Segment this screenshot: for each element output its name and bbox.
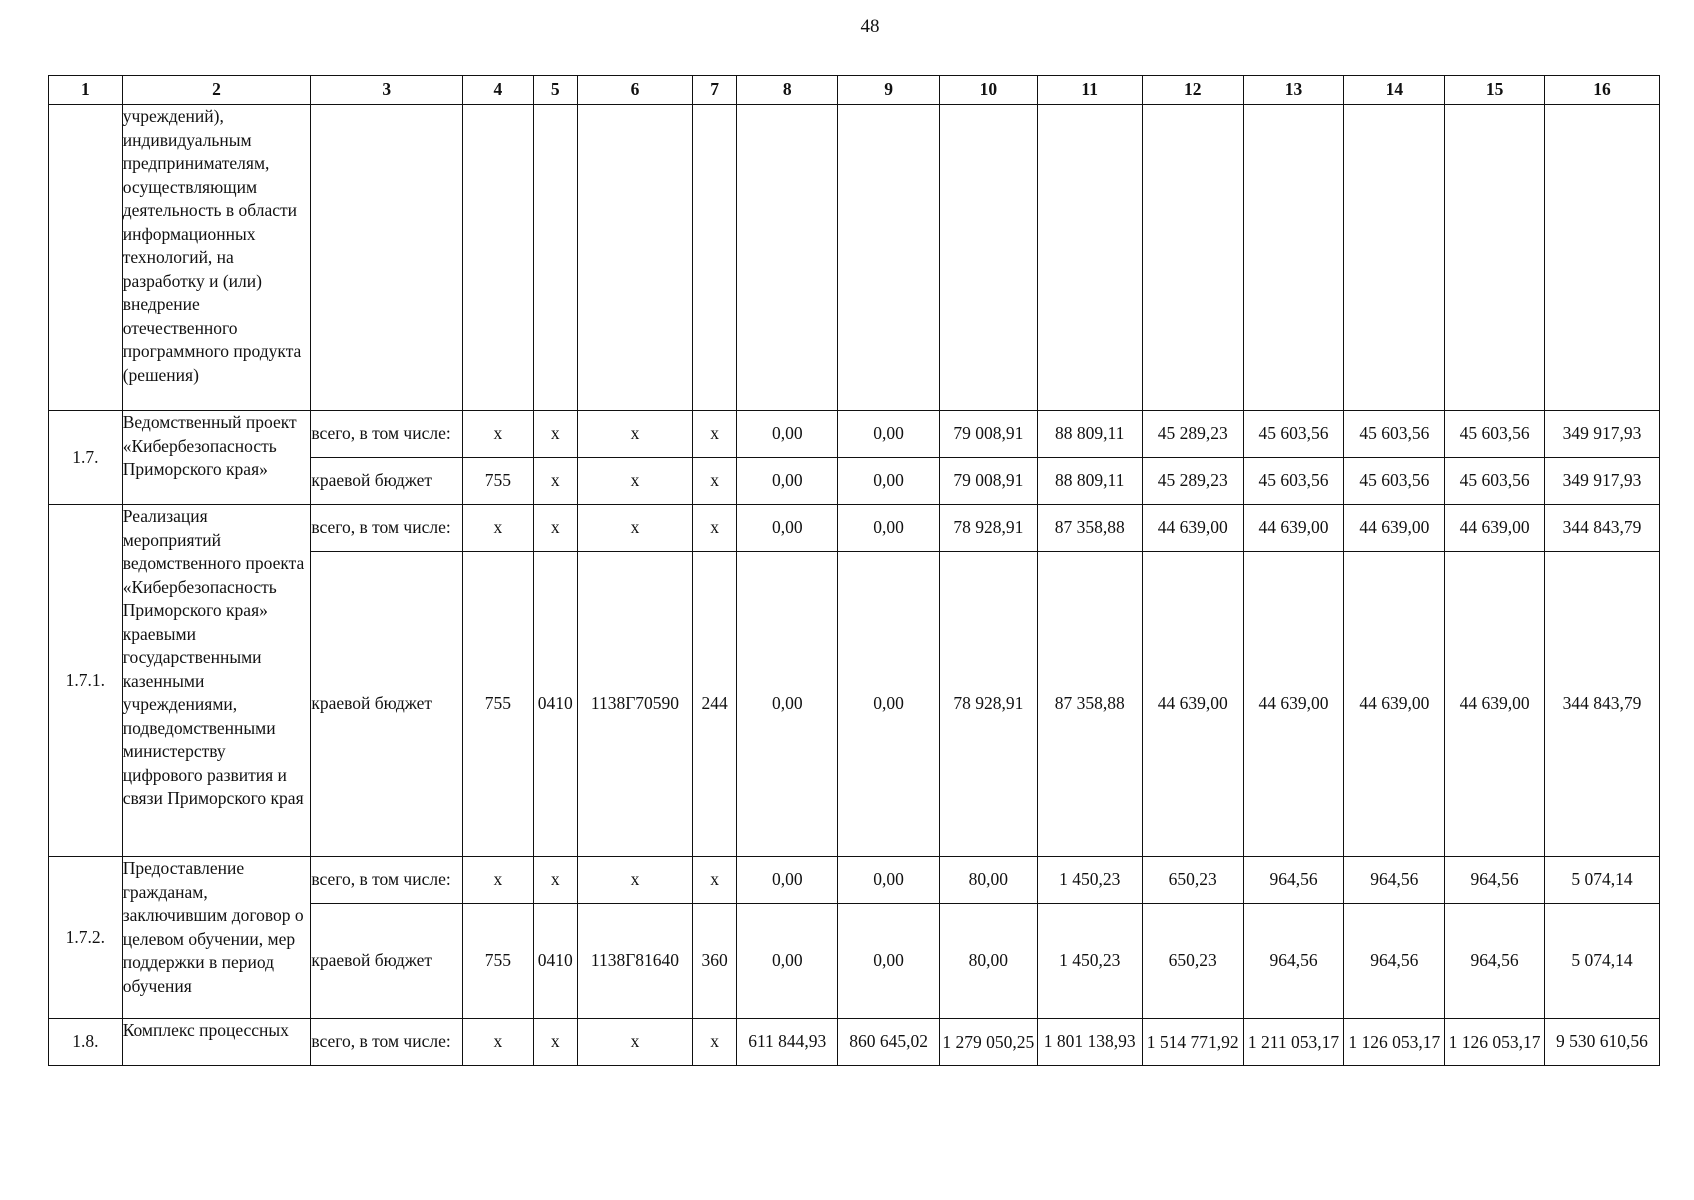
value-cell-c7: 244 xyxy=(692,552,736,857)
value-cell-c12: 650,23 xyxy=(1142,904,1243,1019)
header-cell: 7 xyxy=(692,76,736,105)
value-cell-c5: x xyxy=(533,1019,577,1066)
value-cell-c9: 860 645,02 xyxy=(838,1019,940,1066)
value-cell-c8: 0,00 xyxy=(737,411,838,458)
table-row xyxy=(49,411,1660,458)
funding-source-cell: всего, в том числе: xyxy=(311,1019,463,1066)
value-cell-c13: 964,56 xyxy=(1243,857,1344,904)
value-cell-c5: 0410 xyxy=(533,552,577,857)
value-cell-c8: 0,00 xyxy=(737,458,838,505)
header-cell: 9 xyxy=(838,76,940,105)
value-cell-c8: 0,00 xyxy=(737,505,838,552)
value-cell-c10: 80,00 xyxy=(940,904,1038,1019)
budget-table xyxy=(48,75,1660,1066)
value-cell-c4: 755 xyxy=(463,552,533,857)
value-cell-c14: 45 603,56 xyxy=(1344,458,1445,505)
value-cell-c13: 44 639,00 xyxy=(1243,505,1344,552)
value-cell-c15: 45 603,56 xyxy=(1445,458,1545,505)
value-cell-c7: x xyxy=(692,1019,736,1066)
value-cell-c14: 44 639,00 xyxy=(1344,552,1445,857)
table-row xyxy=(49,505,1660,552)
value-cell-c9: 0,00 xyxy=(838,458,940,505)
value-cell-c7: x xyxy=(692,411,736,458)
value-cell-c11: 88 809,11 xyxy=(1037,458,1142,505)
value-cell-c14: 1 126 053,17 xyxy=(1344,1019,1445,1066)
value-cell-c9: 0,00 xyxy=(838,411,940,458)
header-cell: 13 xyxy=(1243,76,1344,105)
value-cell-c5: x xyxy=(533,857,577,904)
value-cell-c10: 79 008,91 xyxy=(940,458,1038,505)
item-name-cell: Комплекс процессных xyxy=(122,1019,311,1066)
value-cell-c11: 1 450,23 xyxy=(1037,857,1142,904)
value-cell-c11: 1 450,23 xyxy=(1037,904,1142,1019)
table-row xyxy=(49,857,1660,904)
item-code-cell: 1.7.2. xyxy=(49,857,123,1019)
value-cell-c13: 964,56 xyxy=(1243,904,1344,1019)
value-cell-c9: 0,00 xyxy=(838,505,940,552)
funding-source-cell: краевой бюджет xyxy=(311,552,463,857)
item-name-cell: Реализация мероприятий ведомственного проекта «Кибербезопасность Приморского края» краевыми государственными казенными учреждениями, подведомственными министерству цифрового развития и связи Приморского края xyxy=(122,505,311,857)
header-cell: 12 xyxy=(1142,76,1243,105)
value-cell-c14: 964,56 xyxy=(1344,857,1445,904)
value-cell-c6: 1138Г70590 xyxy=(578,552,693,857)
value-cell-c13: 45 603,56 xyxy=(1243,458,1344,505)
value-cell-c8: 611 844,93 xyxy=(737,1019,838,1066)
value-cell-c5: x xyxy=(533,458,577,505)
value-cell-c15: 44 639,00 xyxy=(1445,505,1545,552)
item-name-cell: Предоставление гражданам, заключившим договор о целевом обучении, мер поддержки в период обучения xyxy=(122,857,311,1019)
value-cell-c12: 45 289,23 xyxy=(1142,458,1243,505)
header-cell: 11 xyxy=(1037,76,1142,105)
value-cell-c10: 78 928,91 xyxy=(940,505,1038,552)
funding-source-cell: всего, в том числе: xyxy=(311,857,463,904)
value-cell-c4: x xyxy=(463,505,533,552)
header-cell: 3 xyxy=(311,76,463,105)
value-cell-c12: 650,23 xyxy=(1142,857,1243,904)
page-number: 48 xyxy=(860,16,880,37)
value-cell-c6: x xyxy=(578,505,693,552)
continuation-name-cell: учреждений), индивидуальным предпринимателям, осуществляющим деятельность в области информационных технологий, на разработку и (или) внедрение отечественного программного продукта (решения) xyxy=(122,105,311,411)
value-cell-c15: 44 639,00 xyxy=(1445,552,1545,857)
value-cell-c14: 45 603,56 xyxy=(1344,411,1445,458)
value-cell-c5: 0410 xyxy=(533,904,577,1019)
value-cell-c9: 0,00 xyxy=(838,552,940,857)
header-cell: 8 xyxy=(737,76,838,105)
value-cell-c15: 45 603,56 xyxy=(1445,411,1545,458)
header-cell: 15 xyxy=(1445,76,1545,105)
value-cell-c5: x xyxy=(533,505,577,552)
value-cell-c6: x xyxy=(578,857,693,904)
code-cell xyxy=(49,105,123,411)
value-cell-c8: 0,00 xyxy=(737,857,838,904)
header-cell: 2 xyxy=(122,76,311,105)
value-cell-c11: 88 809,11 xyxy=(1037,411,1142,458)
value-cell-c16: 349 917,93 xyxy=(1544,411,1659,458)
value-cell-c10: 1 279 050,25 xyxy=(940,1019,1038,1066)
value-cell-c4: x xyxy=(463,411,533,458)
header-cell: 5 xyxy=(533,76,577,105)
value-cell-c16: 5 074,14 xyxy=(1544,857,1659,904)
item-code-cell: 1.7. xyxy=(49,411,123,505)
value-cell-c10: 79 008,91 xyxy=(940,411,1038,458)
value-cell-c6: 1138Г81640 xyxy=(578,904,693,1019)
value-cell-c16: 344 843,79 xyxy=(1544,552,1659,857)
header-cell: 4 xyxy=(463,76,533,105)
value-cell-c4: x xyxy=(463,1019,533,1066)
header-cell: 6 xyxy=(578,76,693,105)
value-cell-c11: 1 801 138,93 xyxy=(1037,1019,1142,1066)
value-cell-c5: x xyxy=(533,411,577,458)
value-cell-c12: 44 639,00 xyxy=(1142,505,1243,552)
value-cell-c12: 1 514 771,92 xyxy=(1142,1019,1243,1066)
header-cell: 16 xyxy=(1544,76,1659,105)
value-cell-c4: 755 xyxy=(463,458,533,505)
value-cell-c13: 1 211 053,17 xyxy=(1243,1019,1344,1066)
value-cell-c15: 964,56 xyxy=(1445,857,1545,904)
value-cell-c15: 964,56 xyxy=(1445,904,1545,1019)
value-cell-c7: 360 xyxy=(692,904,736,1019)
value-cell-c4: x xyxy=(463,857,533,904)
table-row xyxy=(49,1019,1660,1066)
value-cell-c11: 87 358,88 xyxy=(1037,552,1142,857)
value-cell-c13: 45 603,56 xyxy=(1243,411,1344,458)
value-cell-c16: 9 530 610,56 xyxy=(1544,1019,1659,1066)
value-cell-c11: 87 358,88 xyxy=(1037,505,1142,552)
value-cell-c12: 45 289,23 xyxy=(1142,411,1243,458)
value-cell-c14: 964,56 xyxy=(1344,904,1445,1019)
value-cell-c16: 349 917,93 xyxy=(1544,458,1659,505)
value-cell-c15: 1 126 053,17 xyxy=(1445,1019,1545,1066)
value-cell-c7: x xyxy=(692,857,736,904)
value-cell-c14: 44 639,00 xyxy=(1344,505,1445,552)
value-cell-c8: 0,00 xyxy=(737,904,838,1019)
funding-source-cell: всего, в том числе: xyxy=(311,411,463,458)
value-cell-c6: x xyxy=(578,411,693,458)
value-cell-c13: 44 639,00 xyxy=(1243,552,1344,857)
funding-source-cell: краевой бюджет xyxy=(311,458,463,505)
funding-source-cell: краевой бюджет xyxy=(311,904,463,1019)
value-cell-c7: x xyxy=(692,505,736,552)
value-cell-c16: 5 074,14 xyxy=(1544,904,1659,1019)
item-code-cell: 1.7.1. xyxy=(49,505,123,857)
value-cell-c4: 755 xyxy=(463,904,533,1019)
value-cell-c12: 44 639,00 xyxy=(1142,552,1243,857)
value-cell-c16: 344 843,79 xyxy=(1544,505,1659,552)
header-row xyxy=(49,76,1660,105)
value-cell-c6: x xyxy=(578,1019,693,1066)
value-cell-c10: 80,00 xyxy=(940,857,1038,904)
value-cell-c6: x xyxy=(578,458,693,505)
header-cell: 1 xyxy=(49,76,123,105)
header-cell: 14 xyxy=(1344,76,1445,105)
value-cell-c9: 0,00 xyxy=(838,904,940,1019)
continuation-row xyxy=(49,105,1660,411)
value-cell-c10: 78 928,91 xyxy=(940,552,1038,857)
item-code-cell: 1.8. xyxy=(49,1019,123,1066)
funding-source-cell: всего, в том числе: xyxy=(311,505,463,552)
value-cell-c7: x xyxy=(692,458,736,505)
header-cell: 10 xyxy=(940,76,1038,105)
value-cell-c8: 0,00 xyxy=(737,552,838,857)
item-name-cell: Ведомственный проект «Кибербезопасность Приморского края» xyxy=(122,411,311,505)
value-cell-c9: 0,00 xyxy=(838,857,940,904)
